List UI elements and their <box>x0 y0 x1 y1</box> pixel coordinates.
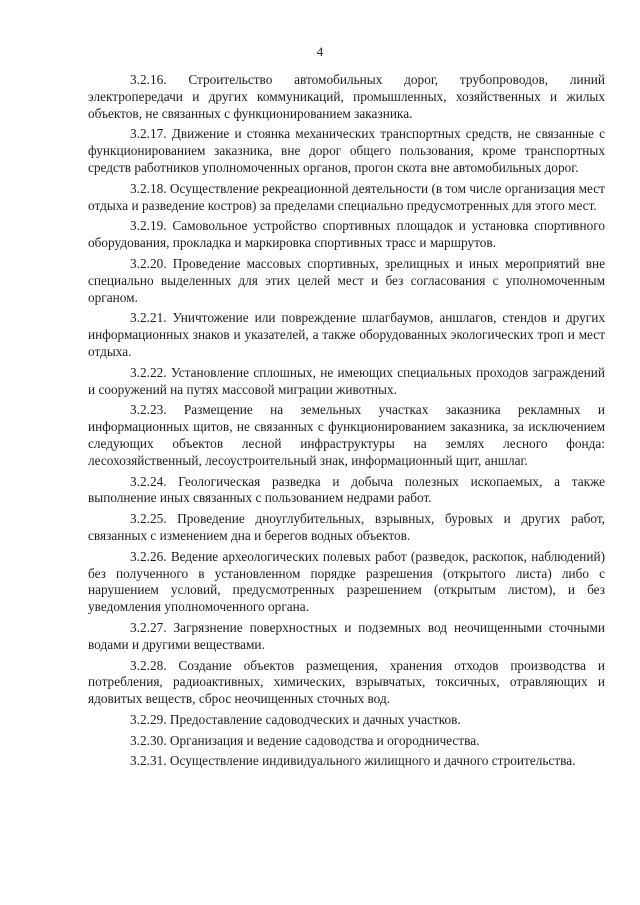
paragraph-3-2-31: 3.2.31. Осуществление индивидуального жилищного и дачного строительства. <box>130 753 576 769</box>
paragraph-3-2-27: 3.2.27. Загрязнение поверхностных и подземных вод неочищенными сточными водами и другими веществами. <box>88 619 605 652</box>
paragraph-3-2-22: 3.2.22. Установление сплошных, не имеющих специальных проходов заграждений и сооружений на путях массовой миграции животных. <box>88 364 605 397</box>
paragraph-3-2-28: 3.2.28. Создание объектов размещения, хранения отходов производства и потребления, радиоактивных, химических, взрывчатых, токсичных, отравляющих и ядовитых веществ, сброс неочищенных сточных вод. <box>88 657 605 707</box>
document-body <box>88 72 605 770</box>
page-number: 4 <box>316 44 324 59</box>
paragraph-3-2-24: 3.2.24. Геологическая разведка и добыча полезных ископаемых, а также выполнение иных связанных с пользованием недрами работ. <box>88 473 605 506</box>
paragraph-3-2-25: 3.2.25. Проведение дноуглубительных, взрывных, буровых и других работ, связанных с изменением дна и берегов водных объектов. <box>88 511 605 543</box>
paragraph-3-2-21: 3.2.21. Уничтожение или повреждение шлагбаумов, аншлагов, стендов и других информационных знаков и указателей, а также оборудованных экологических троп и мест отдыха. <box>88 310 605 359</box>
paragraph-3-2-16: 3.2.16. Строительство автомобильных дорог, трубопроводов, линий электропередачи и других коммуникаций, промышленных, хозяйственных и жилых объектов, не связанных с функционированием заказника. <box>88 72 605 121</box>
paragraph-3-2-30: 3.2.30. Организация и ведение садоводства и огородничества. <box>130 732 480 748</box>
paragraph-3-2-17: 3.2.17. Движение и стоянка механических транспортных средств, не связанные с функционированием заказника, вне дорог общего пользования, кроме транспортных средств работников уполномоченных органов, прогон скота вне автомобильных дорог. <box>88 126 605 175</box>
paragraph-3-2-26: 3.2.26. Ведение археологических полевых работ (разведок, раскопок, наблюдений) без полученного в установленном порядке разрешения (открытого листа) либо с нарушением условий, предусмотренных разрешением (открытым листом), и без уведомления уполномоченного органа. <box>88 548 605 615</box>
paragraph-3-2-29: 3.2.29. Предоставление садоводческих и дачных участков. <box>130 711 461 727</box>
paragraph-3-2-18: 3.2.18. Осуществление рекреационной деятельности (в том числе организация мест отдыха и разведение костров) за пределами специально предусмотренных для этого мест. <box>88 180 605 213</box>
paragraph-3-2-20: 3.2.20. Проведение массовых спортивных, зрелищных и иных мероприятий вне специально выделенных для этих целей мест и без согласования с уполномоченным органом. <box>88 255 605 305</box>
paragraph-3-2-23: 3.2.23. Размещение на земельных участках заказника рекламных и информационных щитов, не связанных с функционированием заказника, за исключением следующих объектов лесной инфраструктуры на землях лесного фонда: лесохозяйственный, лесоустроительный знак, информационный щит, аншлаг. <box>88 402 605 468</box>
paragraph-3-2-19: 3.2.19. Самовольное устройство спортивных площадок и установка спортивного оборудования, прокладка и маркировка спортивных трасс и маршрутов. <box>88 218 605 251</box>
